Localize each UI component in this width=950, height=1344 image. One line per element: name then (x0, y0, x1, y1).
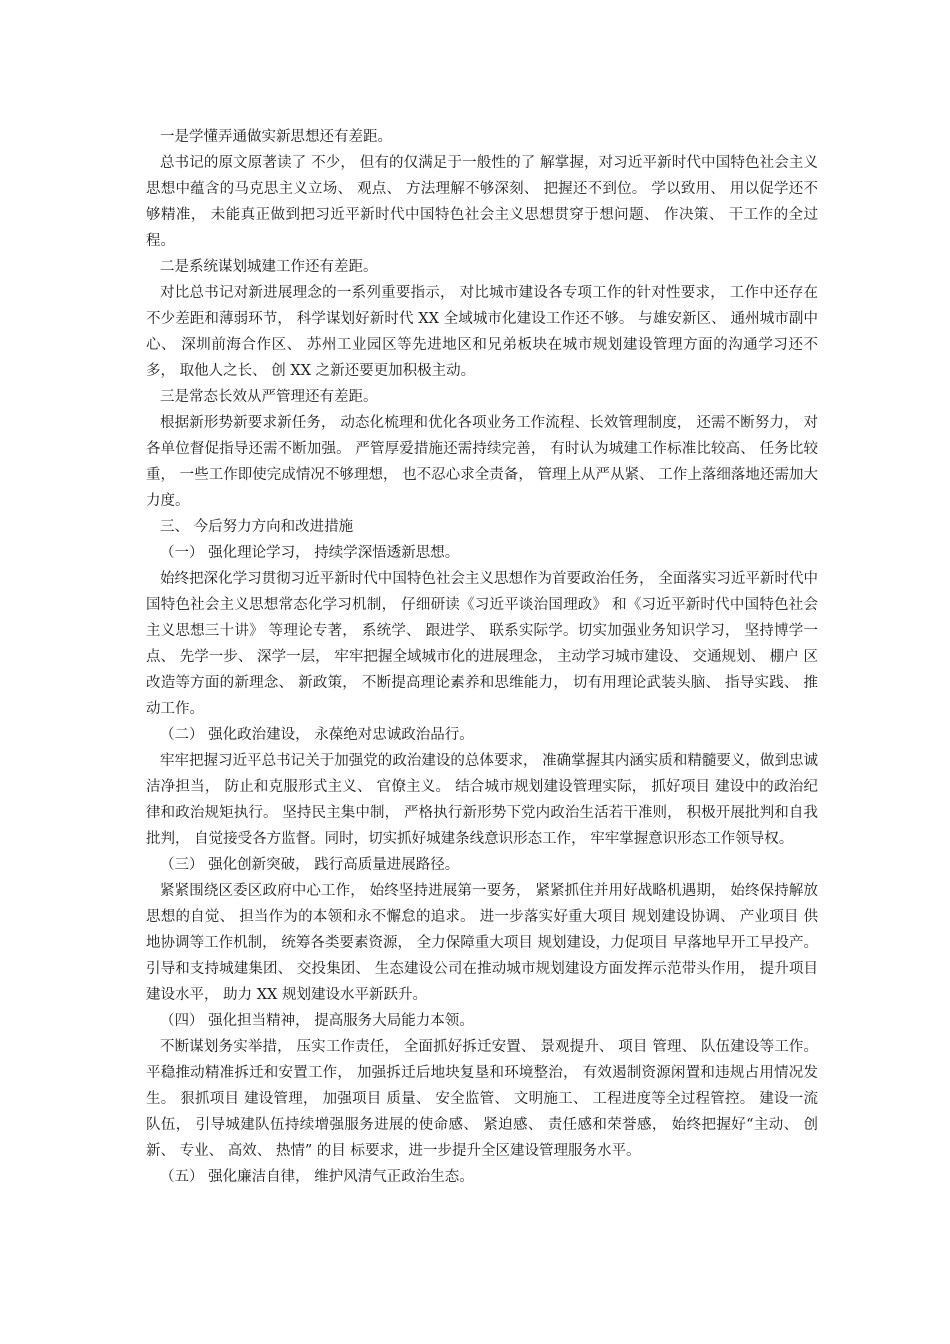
document-page (146, 124, 818, 1190)
measure-heading-2: （二） 强化政治建设， 永葆绝对忠诚政治品行。 (160, 727, 474, 743)
paragraph-gap-1: 总书记的原文原著读了 不少， 但有的仅满足于一般性的了 解掌握，对习近平新时代中国特色社会主义思想中蕴含的马克思主义立场、 观点、 方法理解不够深刻、 把握还不到位。 学以致用、 用以促学还不够精准， 未能真正做到把习近平新时代中国特色社会主义思想贯穿于想问题、 作决策、 干工作的全过程。 (146, 155, 818, 249)
measure-heading-4: （四） 强化担当精神， 提高服务大局能力本领。 (160, 1013, 474, 1029)
section-heading-gap-3: 三是常态长效从严管理还有差距。 (160, 389, 378, 405)
measure-paragraph-4: 不断谋划务实举措， 压实工作责任， 全面抓好拆迁安置、 景观提升、 项目 管理、 队伍建设等工作。 平稳推动精准拆迁和安置工作， 加强拆迁后地块复垦和环境整治， 有效遏制资源闲置和违规占用情况发生。 狠抓项目 建设管理， 加强项目 质量、 安全监管、 文明施工、 工程进度等全过程管控。 建设一流队伍， 引导城建队伍持续增强服务进展的使命感、 紧迫感、 责任感和荣誉感， 始终把握好“主动、 创新、 专业、 高效、 热情” 的目 标要求，进一步提升全区建设管理服务水平。 (146, 1039, 818, 1159)
measure-paragraph-3: 紧紧围绕区委区政府中心工作， 始终坚持进展第一要务， 紧紧抓住并用好战略机遇期， 始终保持解放思想的自觉、 担当作为的本领和永不懈怠的追求。 进一步落实好重大项目 规划建设协调、 产业项目 供地协调等工作机制， 统筹各类要素资源， 全力保障重大项目 规划建设，力促项目 早落地早开工早投产。 引导和支持城建集团、 交投集团、 生态建设公司在推动城市规划建设方面发挥示范带头作用， 提升项目 建设水平， 助力 XX 规划建设水平新跃升。 (146, 883, 818, 1003)
measure-heading-3: （三） 强化创新突破， 践行高质量进展路径。 (160, 857, 460, 873)
paragraph-gap-2: 对比总书记对新进展理念的一系列重要指示， 对比城市建设各专项工作的针对性要求， 工作中还存在不少差距和薄弱环节， 科学谋划好新时代 XX 全域城市化建设工作还不够。 与雄安新区、 通州城市副中心、 深圳前海合作区、 苏州工业园区等先进地区和兄弟板块在城市规划建设管理方面的沟通学习还不多， 取他人之长、 创 XX 之新还要更加积极主动。 (146, 285, 818, 379)
measure-heading-5: （五） 强化廉洁自律， 维护风清气正政治生态。 (160, 1169, 474, 1185)
section-heading-gap-2: 二是系统谋划城建工作还有差距。 (160, 259, 378, 275)
section-heading-gap-1: 一是学懂弄通做实新思想还有差距。 (160, 129, 392, 145)
measure-paragraph-2: 牢牢把握习近平总书记关于加强党的政治建设的总体要求， 准确掌握其内涵实质和精髓要义，做到忠诚洁净担当， 防止和克服形式主义、 官僚主义。 结合城市规划建设管理实际， 抓好项目 建设中的政治纪律和政治规矩执行。 坚持民主集中制， 严格执行新形势下党内政治生活若干准则， 积极开展批判和自我批判， 自觉接受各方监督。同时，切实抓好城建条线意识形态工作， 牢牢掌握意识形态工作领导权。 (146, 753, 818, 847)
paragraph-gap-3: 根据新形势新要求新任务， 动态化梳理和优化各项业务工作流程、长效管理制度， 还需不断努力， 对各单位督促指导还需不断加强。 严管厚爱措施还需持续完善， 有时认为城建工作标准比较高、 任务比较重， 一些工作即使完成情况不够理想， 也不忍心求全责备， 管理上从严从紧、 工作上落细落地还需加大力度。 (146, 415, 818, 509)
measure-heading-1: （一） 强化理论学习， 持续学深悟透新思想。 (160, 545, 460, 561)
measure-paragraph-1: 始终把深化学习贯彻习近平新时代中国特色社会主义思想作为首要政治任务， 全面落实习近平新时代中国特色社会主义思想常态化学习机制， 仔细研读《习近平谈治国理政》 和《习近平新时代中国特色社会主义思想三十讲》 等理论专著， 系统学、 跟进学、 联系实际学。切实加强业务知识学习， 坚持博学一点、 先学一步、 深学一层， 牢牢把握全域城市化的进展理念， 主动学习城市建设、 交通规划、 棚户 区改造等方面的新理念、 新政策， 不断提高理论素养和思维能力， 切有用理论武装头脑、 指导实践、 推动工作。 (146, 571, 818, 717)
section-heading-measures: 三、 今后努力方向和改进措施 (160, 519, 354, 535)
